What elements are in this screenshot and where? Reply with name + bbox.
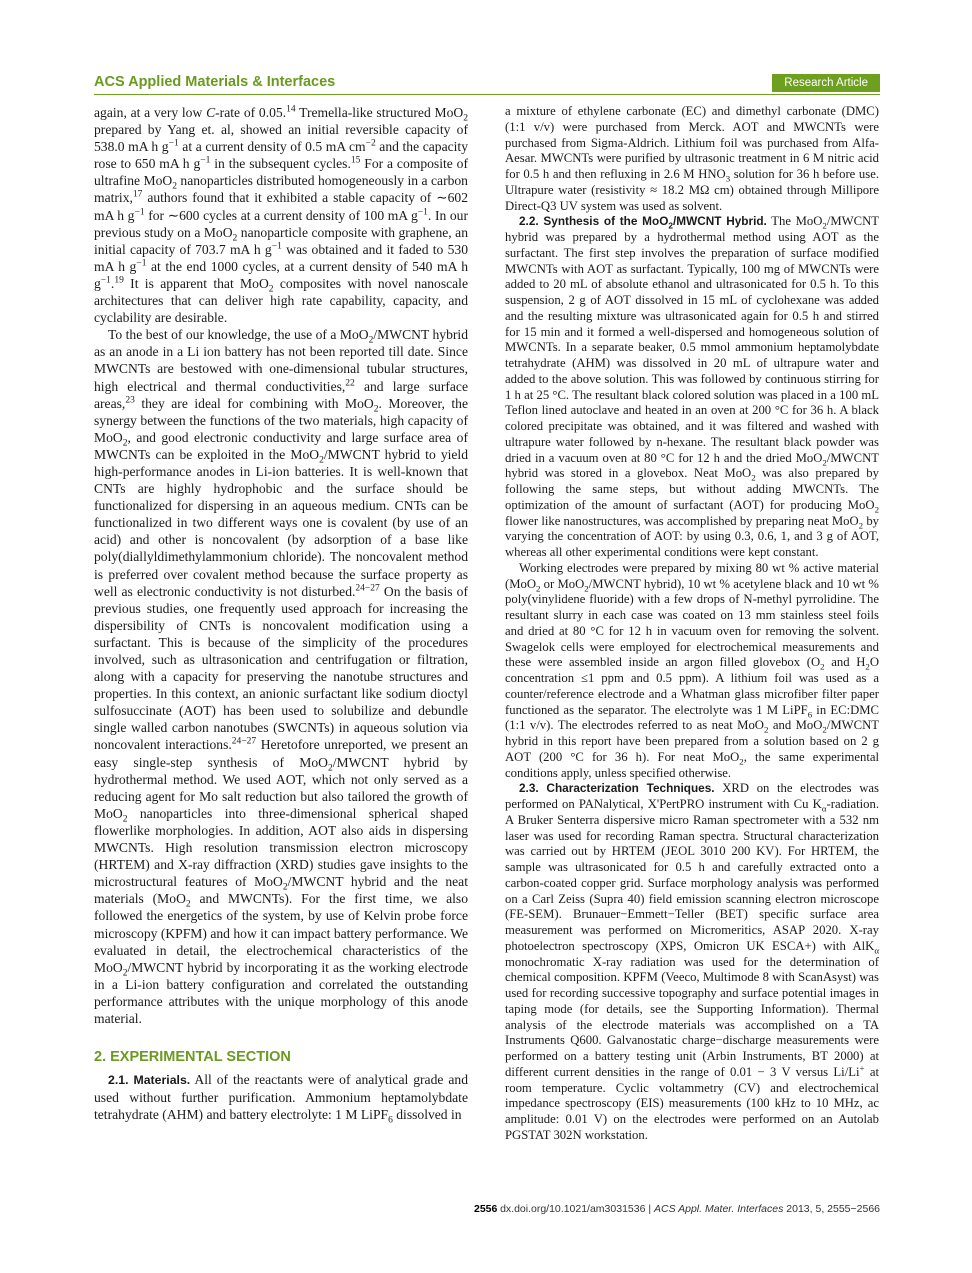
characterization-paragraph: 2.3. Characterization Techniques. XRD on the electrodes was performed on PANalytical, X'PertPRO instrument with Cu $K_\alpha$-radiation. A Bruker Senterra dispersive micro Raman spectrometer with a 532 nm laser was used for recording Raman spectra. Structural characterization was carried out by HRTEM (JEOL 3010 200 KV). For HRTEM, the sample was ultrasonicated for 0.5 h and carefully extracted onto a carbon-coated copper grid. Surface morphology analysis was performed on a Carl Zeiss (Supra 40) field emission scanning electron microscope (FE-SEM). Brunauer−Emmett−Teller (BET) specific surface area measurement was performed on Micromeritics, ASAP 2020. X-ray photoelectron spectroscopy (XPS, Omicron UK ESCA+) with AlK$_\alpha$ monochromatic X-ray radiation was used for the determination of chemical composition. KPFM (Veeco, Multimode 8 with ScanAsyst) was used for recording successive topography and surface potential images in taping mode (for details, see the Supporting Information). Thermal analysis of the electrode materials was accomplished on a TA Instruments Q600. Galvanostatic charge−discharge measurements were performed on a battery testing unit (Arbin Instruments, BT 2000) at different current densities in the range of 0.01 − 3 V versus Li/Li+ at room temperature. Cyclic voltammetry (CV) and electrochemical impedance spectroscopy (EIS) measurements (100 kHz to 10 MHz, ac amplitude: 0.01 V) on the electrodes were performed on an Autolab PGSTAT 302N workstation. bbox=[505, 781, 879, 1142]
running-header bbox=[94, 74, 880, 92]
page-number: 2556 bbox=[474, 1203, 498, 1215]
subsection-title-synthesis: 2.2. Synthesis of the MoO$_2$/MWCNT Hybrid. bbox=[519, 214, 767, 231]
electrodes-paragraph: Working electrodes were prepared by mixing 80 wt % active material (MoO$_2$ or MoO$_2$/MWCNT hybrid), 10 wt % acetylene black and 10 wt % poly(vinylidene fluoride) with a few drops of N-methyl pyrrolidine. The resultant slurry in each case was coated on 13 mm stainless steel foils and dried at 80 °C for 12 h in vacuum oven for removing the solvent. Swagelok cells were employed for electrochemical measurements and these were assembled inside an argon filled glovebox ($O_2$ and $H_2O$ concentration ≤1 ppm and 0.5 ppm). A lithium foil was used as a counter/reference electrode and a Whatman glass microfiber filter paper functioned as the separator. The electrolyte was 1 M LiPF$_6$ in EC:DMC (1:1 v/v). The electrodes referred to as neat MoO$_2$ and MoO$_2$/MWCNT hybrid in this report have been prepared from a solution based on 2 g AOT (200 °C for 36 h). For neat MoO$_2$, the same experimental conditions apply, unless specified otherwise. bbox=[505, 560, 880, 780]
header-rule bbox=[94, 94, 880, 95]
journal-abbrev: ACS Appl. Mater. Interfaces bbox=[654, 1203, 784, 1215]
materials-paragraph: 2.1. Materials. All of the reactants were of analytical grade and used without further purification. Ammonium heptamolybdate tetrahydrate (AHM) and battery electrolyte: 1 M LiPF$_6$ dissolved in bbox=[94, 1072, 468, 1126]
right-column bbox=[505, 104, 879, 1144]
doi-link[interactable]: dx.doi.org/10.1021/am3031536 bbox=[500, 1203, 646, 1215]
page-footer bbox=[94, 1203, 880, 1217]
materials-paragraph-continued: a mixture of ethylene carbonate (EC) and dimethyl carbonate (DMC) (1:1 v/v) were purchased from Merck. AOT and MWCNTs were purchased from Sigma-Aldrich. Lithium foil was purchased from Alfa-Aesar. MWCNTs were purified by ultrasonic treatment in 6 M nitric acid for 0.5 h and then refluxing in 2.6 M $HNO_3$ solution for 36 h before use. Ultrapure water (resistivity ≈ 18.2 MΩ cm) obtained through Millipore Direct-Q3 UV system was used as solvent. bbox=[505, 104, 879, 213]
subsection-title-characterization: 2.3. Characterization Techniques. bbox=[519, 781, 715, 796]
footer-citation: dx.doi.org/10.1021/am3031536 | ACS Appl. Mater. Interfaces 2013, 5, 2555−2566 bbox=[500, 1203, 880, 1215]
intro-paragraph-2: To the best of our knowledge, the use of a MoO$_2$/MWCNT hybrid as an anode in a Li ion battery has not been reported till date. Since MWCNTs are bestowed with one-dimensional tubular structures, high electrical and thermal conductivities,$^{22}$ and large surface areas,$^{23}$ they are ideal for combining with MoO$_2$. Moreover, the synergy between the functions of the two materials, high capacity of MoO$_2$, and good electronic conductivity and large surface area of MWCNTs can be exploited in the MoO$_2$/MWCNT hybrid to yield high-performance anodes in Li-ion batteries. It is well-known that CNTs are highly hydrophobic and the surface should be functionalized for dispersing in an aqueous medium. CNTs can be functionalized in two different ways one is covalent (by use of an acid) and other is noncovalent (by adsorption of a base like poly(diallyldimethylammonium chloride). The noncovalent method is preferred over covalent method because the surface property as well as electronic conductivity is not disturbed.$^{24-27}$ On the basis of previous studies, one frequently used approach for increasing the dispersibility of CNTs is noncovalent modification using a surfactant. This is because of the simplicity of the procedures involved, such as ultrasonication and centrifugation or filtration, along with a capacity for preserving the nanotube structures and properties. In this context, an anionic surfactant like sodium dioctyl sulfosuccinate (AOT) has been used to solubilize and debundle single walled carbon nanotubes (SWCNTs) in aqueous solution via noncovalent interactions.$^{24-27}$ Heretofore unreported, we present an easy single-step synthesis of MoO$_2$/MWCNT hybrid by hydrothermal method. We used AOT, which not only served as a reducing agent for Mo salt reduction but also tailored the growth of MoO$_2$ nanoparticles into three-dimensional spherical shaped flowerlike morphologies. In addition, AOT also aids in dispersing MWCNTs. High resolution transmission electron microscopy (HRTEM) and X-ray diffraction (XRD) studies gave insights to the microstructural features of MoO$_2$/MWCNT hybrid and the neat materials (MoO$_2$ and MWCNTs). For the first time, we also followed the energetics of the system, by use of Kelvin probe force microscopy (KPFM) and how it can impact battery performance. We evaluated in detail, the electrochemical characteristics of the MoO$_2$/MWCNT hybrid by incorporating it as the working electrode in a Li-ion battery configuration and correlated the outstanding performance attributes with the unique morphology of this anode material. bbox=[94, 327, 469, 1026]
intro-paragraph-1: again, at a very low C-rate of 0.05.14 Tremella-like structured MoO$_2$ prepared by Yang et. al, showed an initial reversible capacity of 538.0 mA h $g^{-1}$ at a current density of 0.5 mA $cm^{-2}$ and the capacity rose to 650 mA h $g^{-1}$ in the subsequent cycles.$^{15}$ For a composite of ultrafine MoO$_2$ nanoparticles distributed homogeneously in a carbon matrix,$^{17}$ authors found that it exhibited a stable capacity of ∼602 mA h $g^{-1}$ for ∼600 cycles at a current density of 100 mA $g^{-1}$. In our previous study on a MoO$_2$ nanoparticle composite with graphene, an initial capacity of 703.7 mA h $g^{-1}$ was obtained and it faded to 530 mA h $g^{-1}$ at the end 1000 cycles, at a current density of 540 mA h $g^{-1}.^{19}$ It is apparent that MoO$_2$ composites with novel nanoscale architectures that can deliver high rate capability, capacity, and cyclability are desirable. bbox=[94, 104, 469, 326]
section-heading-experimental: 2. EXPERIMENTAL SECTION bbox=[94, 1049, 291, 1066]
article-type-badge: Research Article bbox=[772, 74, 880, 92]
synthesis-paragraph: 2.2. Synthesis of the MoO$_2$/MWCNT Hybrid. The MoO$_2$/MWCNT hybrid was prepared by a hydrothermal method using AOT as the surfactant. The first step involves the preparation of surface modified MWCNTs with AOT as surfactant. Typically, 100 mg of MWCNTs were added to 20 mL of absolute ethanol and ultrasonicated for 0.5 h. To this suspension, 2 g of AOT dissolved in 15 mL of cyclohexane was added and the resulting mixture was ultrasonicated again for 0.5 h and stirred for 15 min and it formed a well-dispersed and homogeneous solution of MWCNTs. In a separate beaker, 0.5 mmol ammonium heptamolybdate tetrahydrate (AHM) was dissolved in 20 mL of ultrapure water and added to the above solution. This was followed by continuous stirring for 1 h at 25 °C. The resultant black colored solution was placed in a 100 mL Teflon lined autoclave and heated in an oven at 200 °C for 36 h. A black colored precipitate was obtained, and it was filtered and washed with ultrapure water followed by n-hexane. The resultant black powder was dried in a vacuum oven at 80 °C for 12 h and the dried MoO$_2$/MWCNT hybrid was stored in a glovebox. Neat MoO$_2$ was also prepared by following the same steps, but without adding MWCNTs. The optimization of the amount of surfactant (AOT) for producing MoO$_2$ flower like nanostructures, was accomplished by preparing neat MoO$_2$ by varying the concentration of AOT: by using 0.3, 0.6, 1, and 3 g of AOT, whereas all other experimental conditions were kept constant. bbox=[505, 214, 880, 559]
left-column bbox=[94, 104, 469, 1126]
journal-title: ACS Applied Materials & Interfaces bbox=[94, 74, 336, 90]
subsection-title-materials: 2.1. Materials. bbox=[108, 1073, 191, 1088]
year-volume-pages: 2013, 5, 2555−2566 bbox=[786, 1203, 880, 1215]
